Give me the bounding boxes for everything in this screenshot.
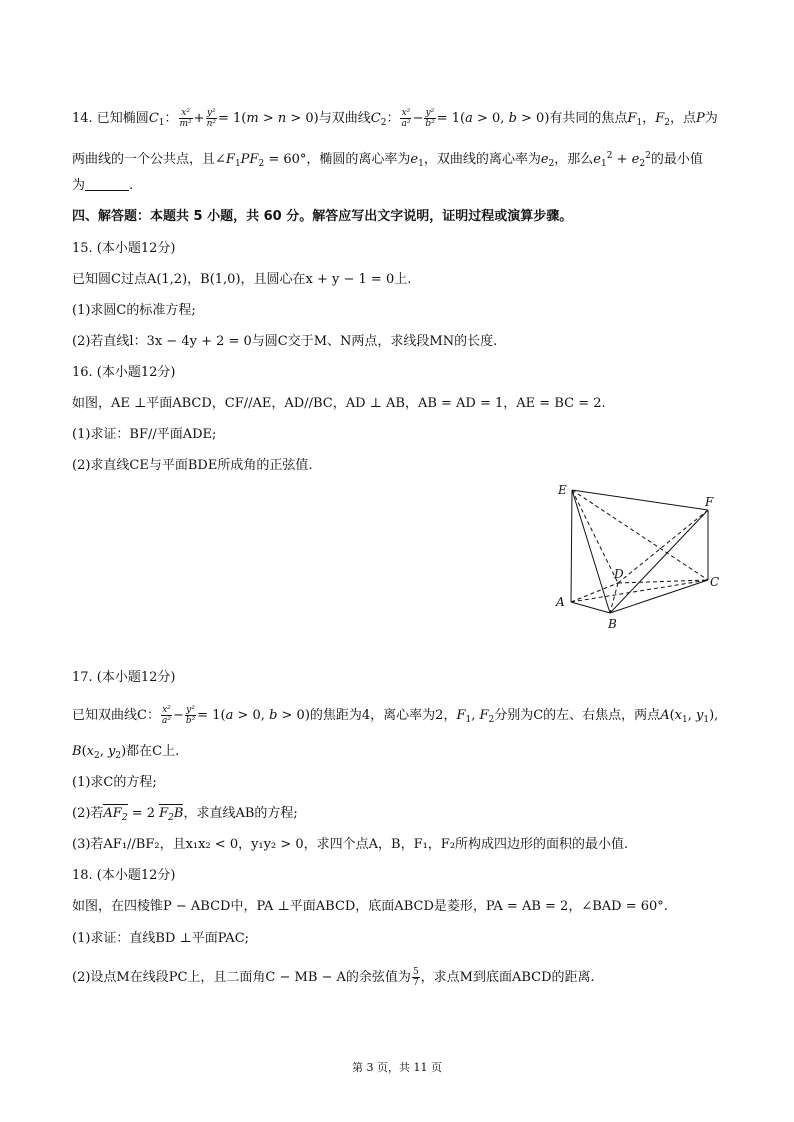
label-F: F xyxy=(705,495,714,509)
q14-line-1: 14. 已知椭圆$C_1$： $\frac{\text{x²}}{\text{m²}}$ + $\frac{\text{y²}}{\text{n²}}$ = 1(m > n > 0)与双曲线$C_2$： $\frac{\text{x²}}{\text{a²}}$ − $\frac{\text{y²}}{\text{b²}}$ = 1(a > 0, b > 0)有共同的焦点$F_1$，$F_2$，点P为 xyxy=(72,108,718,129)
q18-text: (2)设点M在线段PC上，且二面角C − MB − A的余弦值为 xyxy=(72,970,411,985)
edge-DC xyxy=(618,580,708,583)
answer-blank xyxy=(85,178,129,191)
q17-text: 的焦距为4，离心率为2， xyxy=(309,708,457,723)
edge-AD xyxy=(571,583,618,602)
q17-text: 分别为C的左、右焦点，两点 xyxy=(494,708,661,723)
q16-stem: 如图，AE ⊥平面ABCD，CF//AE，AD//BC，AD ⊥ AB，AB = AD = 1，AE = BC = 2. xyxy=(72,396,606,411)
label-A: A xyxy=(556,595,565,609)
q14-text: 为 xyxy=(72,178,86,193)
q17-text: 已知双曲线C： xyxy=(72,708,160,723)
q17-text: ，求直线AB的方程; xyxy=(183,806,298,821)
q14-text: 两曲线的一个公共点，且∠ xyxy=(72,152,226,167)
q15-part-2: (2)若直线l：3x − 4y + 2 = 0与圆C交于M、N两点，求线段MN的长度. xyxy=(72,334,498,349)
q14-text: ，双曲线的离心率为 xyxy=(423,152,541,167)
q14-text: ，那么 xyxy=(554,152,594,167)
q15-part-1: (1)求圆C的标准方程; xyxy=(72,303,196,318)
q17-text: (2)若 xyxy=(72,806,104,821)
q17-heading: 17. (本小题12分) xyxy=(72,670,176,685)
edge-BC xyxy=(610,580,708,613)
q17-part-1: (1)求C的方程; xyxy=(72,775,157,790)
q14-line-3: 为 . xyxy=(72,178,134,193)
q14-text: 为 xyxy=(704,111,718,126)
edge-EA xyxy=(571,490,572,602)
q17-line-2: $B(x_2$, $y_2$)都在C上. xyxy=(72,744,180,761)
label-B: B xyxy=(608,617,617,630)
q14-text: 14. 已知椭圆 xyxy=(72,111,149,126)
q16-part-1: (1)求证：BF//平面ADE; xyxy=(72,427,217,442)
geometry-figure xyxy=(550,480,730,630)
label-D: D xyxy=(614,567,624,581)
q15-stem: 已知圆C过点A(1,2)，B(1,0)，且圆心在x + y − 1 = 0上. xyxy=(72,272,412,287)
section-4-heading: 四、解答题：本题共 5 小题，共 60 分。解答应写出文字说明，证明过程或演算步骤。 xyxy=(72,209,573,224)
label-C: C xyxy=(710,575,720,589)
edge-EB xyxy=(572,490,610,613)
q14-text: = 60°，椭圆的离心率为 xyxy=(264,152,411,167)
q17-part-2: (2)若$AF_2 = 2$ $F_2B$，求直线AB的方程; xyxy=(72,806,298,826)
q16-part-2: (2)求直线CE与平面BDE所成角的正弦值. xyxy=(72,458,313,473)
q14-text: 有共同的焦点 xyxy=(549,111,628,126)
q15-heading: 15. (本小题12分) xyxy=(72,241,176,256)
q14-text: ，点 xyxy=(669,111,696,126)
edge-AB xyxy=(571,602,610,613)
q17-part-3: (3)若AF₁//BF₂，且x₁x₂ < 0，y₁y₂ > 0，求四个点A，B，F₁，F₂所构成四边形的面积的最小值. xyxy=(72,837,629,852)
q14-text: 与双曲线 xyxy=(318,111,371,126)
edge-EC xyxy=(572,490,708,580)
q17-text: 都在C上. xyxy=(126,744,180,759)
q18-part-2: (2)设点M在线段PC上，且二面角C − MB − A的余弦值为 $\frac{5}{7}$ ，求点M到底面ABCD的距离. xyxy=(72,967,595,988)
edge-ED xyxy=(572,490,618,583)
page-footer: 第 3 页，共 11 页 xyxy=(352,1061,442,1074)
q18-text: ，求点M到底面ABCD的距离. xyxy=(420,970,595,985)
label-E: E xyxy=(558,483,567,497)
q18-heading: 18. (本小题12分) xyxy=(72,868,176,883)
q14-text: 的最小值 xyxy=(650,152,703,167)
q14-line-2: 两曲线的一个公共点，且$\angle F_1PF_2 = 60^\circ$，椭圆的离心率为$e_1$，双曲线的离心率为$e_2$，那么$e_1^2 + e_2^2$的最小值 xyxy=(72,151,703,169)
edge-EF xyxy=(572,490,708,510)
q18-part-1: (1)求证：直线BD ⊥平面PAC; xyxy=(72,931,250,946)
edge-AC xyxy=(571,580,708,602)
edge-DF xyxy=(618,510,708,583)
q18-stem: 如图，在四棱锥P − ABCD中，PA ⊥平面ABCD，底面ABCD是菱形，PA = AB = 2，∠BAD = 60°. xyxy=(72,899,668,914)
q16-heading: 16. (本小题12分) xyxy=(72,365,176,380)
q17-line-1: 已知双曲线C： $\frac{\text{x²}}{\text{a²}}$ − $\frac{\text{y²}}{\text{b²}}$ = 1(a > 0, b > 0)的焦距为4，离心率为2，$F_1$, $F_2$分别为C的左、右焦点，两点$A(x_1$, $y_1$), xyxy=(72,705,719,726)
